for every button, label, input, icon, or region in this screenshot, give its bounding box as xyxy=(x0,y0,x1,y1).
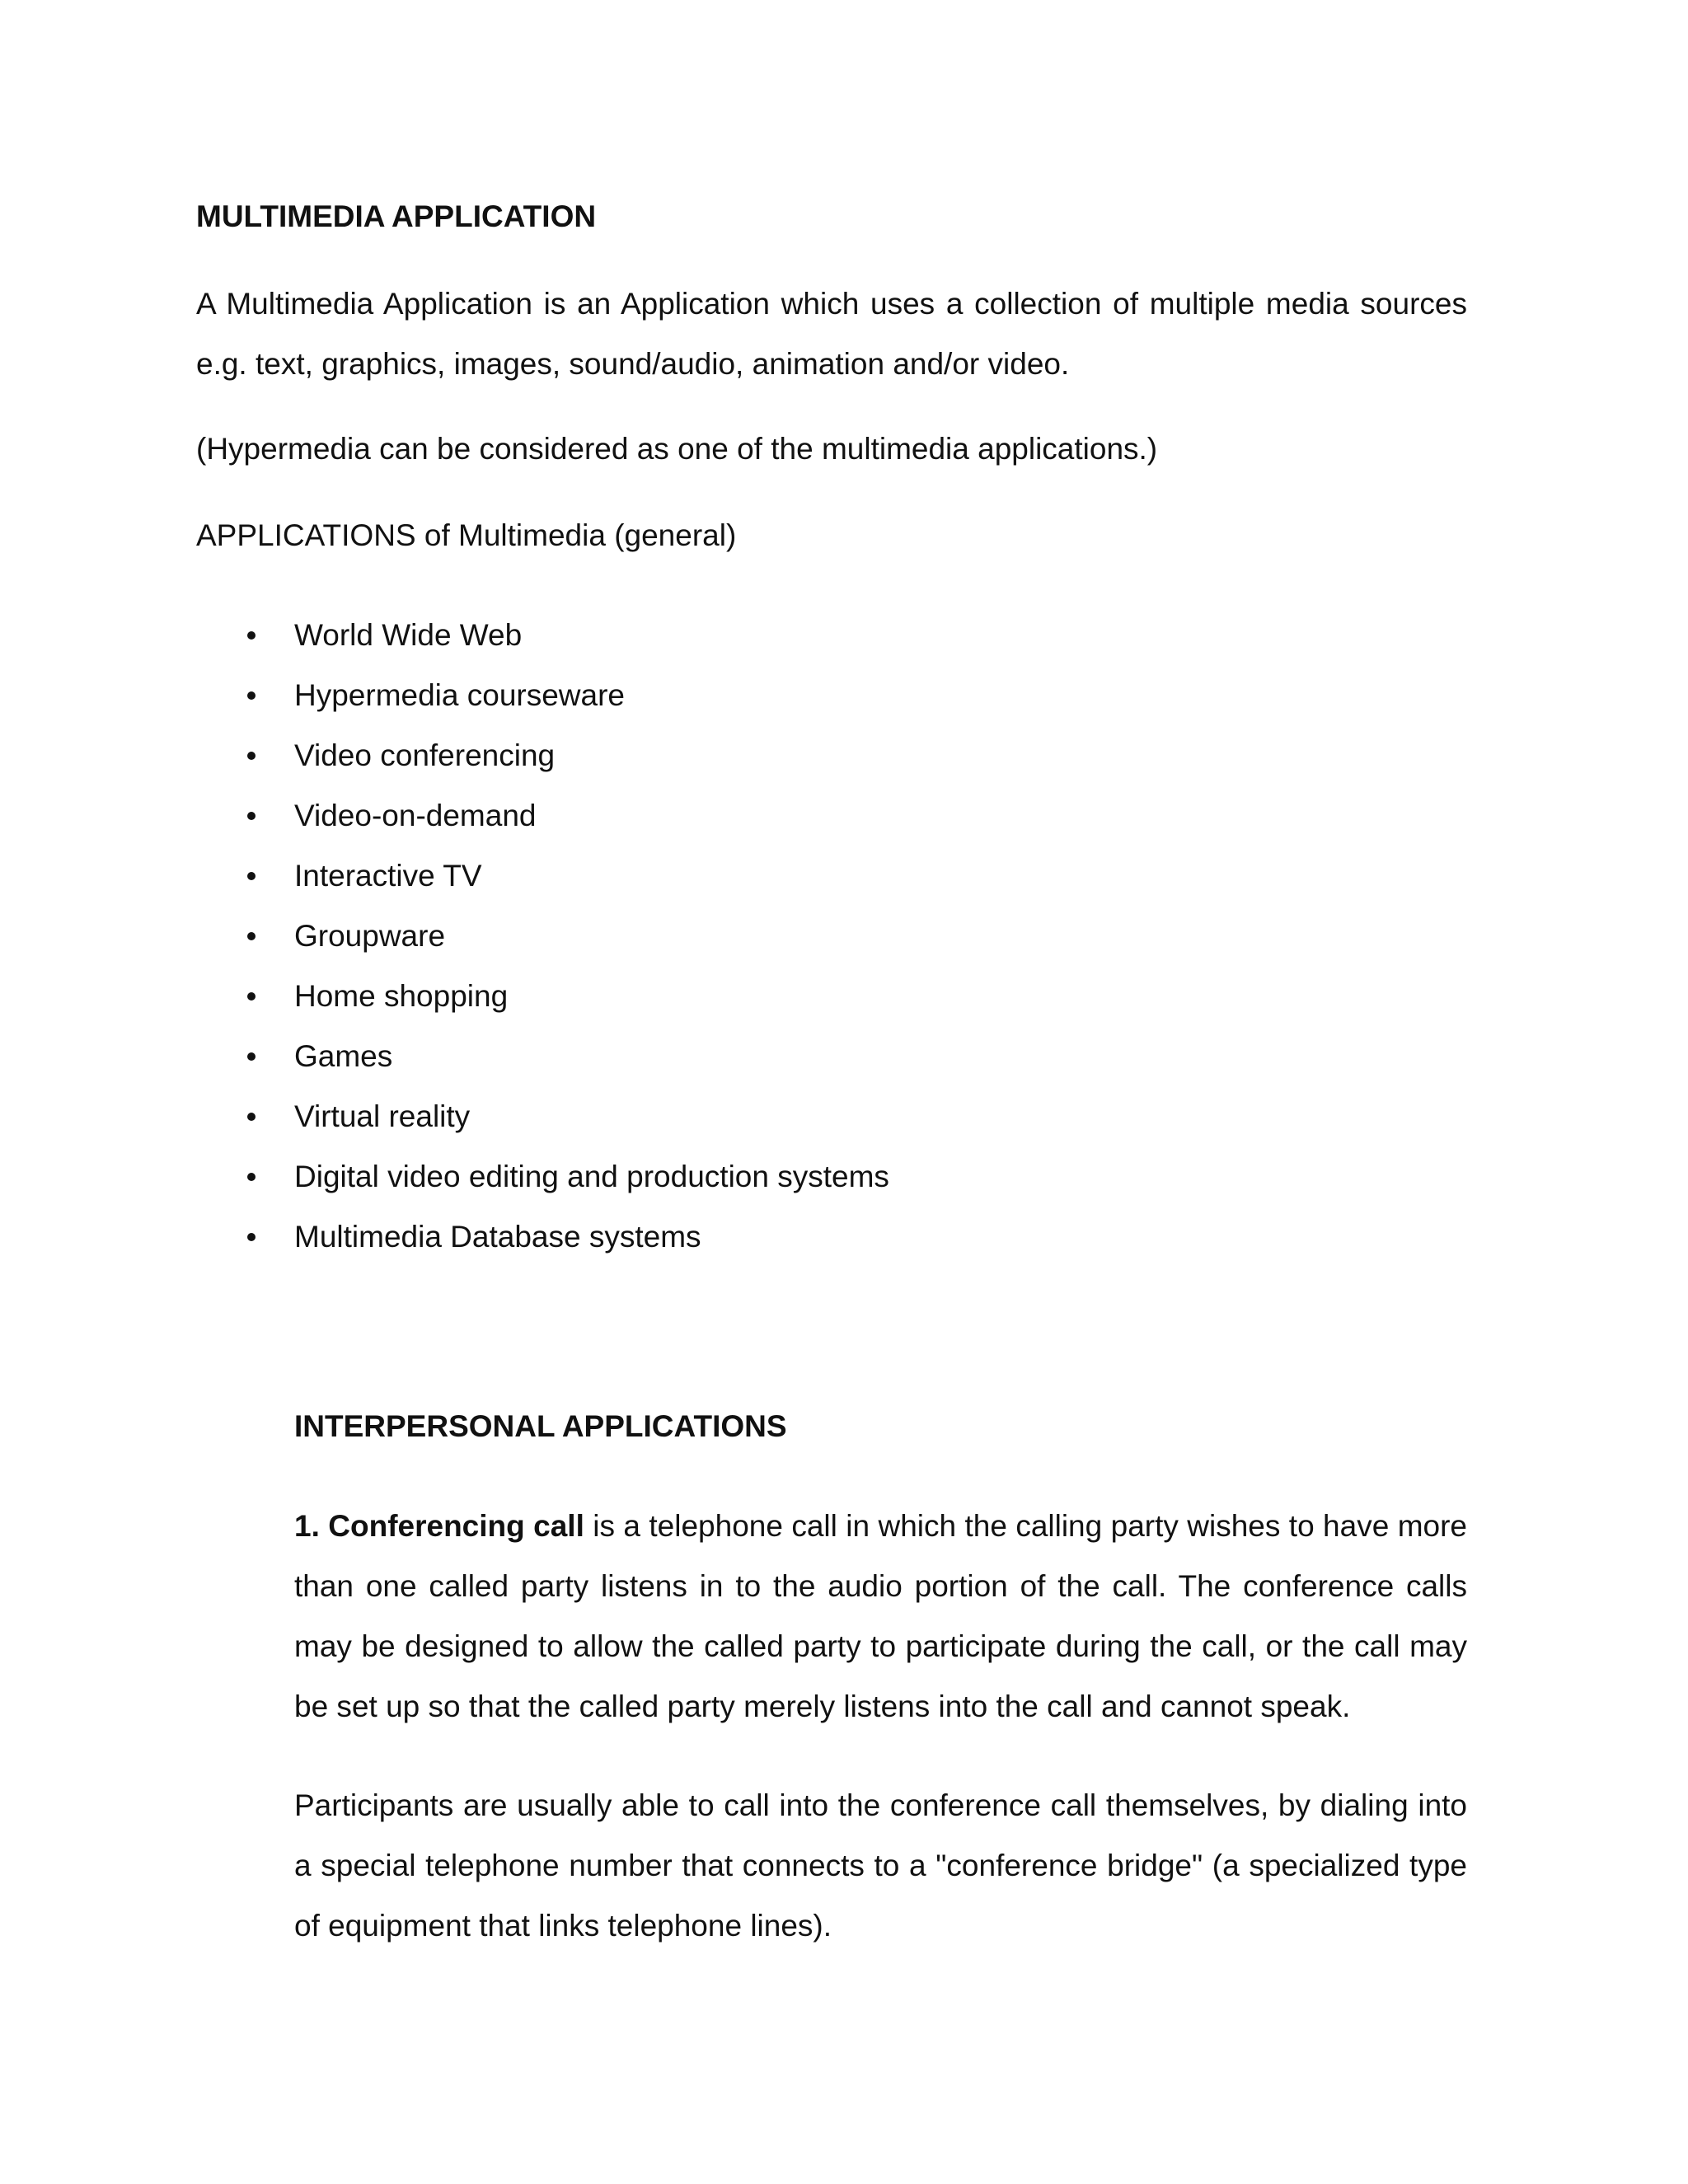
list-item xyxy=(241,665,889,725)
bullet-icon xyxy=(247,752,256,760)
list-item-label: Home shopping xyxy=(294,979,509,1013)
list-item xyxy=(241,966,889,1026)
bullet-icon xyxy=(247,932,256,940)
list-item xyxy=(241,1026,889,1086)
participants-paragraph: Participants are usually able to call into the conference call themselves, by dialing into a special telephone number that connects to a "conference bridge" (a specialized type of equipment that links telephone lines). xyxy=(294,1788,1467,1943)
list-item-label: Groupware xyxy=(294,919,446,953)
list-item-label: Video conferencing xyxy=(294,738,556,772)
applications-list xyxy=(241,605,889,1267)
bullet-icon xyxy=(247,631,256,640)
list-item-label: Games xyxy=(294,1039,393,1073)
list-item xyxy=(241,1086,889,1146)
list-item xyxy=(241,785,889,846)
list-item xyxy=(241,605,889,665)
list-item-label: Video-on-demand xyxy=(294,799,537,832)
list-item-label: Interactive TV xyxy=(294,859,482,893)
list-item xyxy=(241,725,889,785)
list-item-label: Multimedia Database systems xyxy=(294,1220,701,1254)
list-item xyxy=(241,906,889,966)
conferencing-term: 1. Conferencing call xyxy=(294,1509,584,1543)
bullet-icon xyxy=(247,992,256,1001)
applications-heading: APPLICATIONS of Multimedia (general) xyxy=(196,518,737,552)
list-item-label: Hypermedia courseware xyxy=(294,678,626,712)
bullet-icon xyxy=(247,812,256,820)
bullet-icon xyxy=(247,1173,256,1181)
intro-paragraph: A Multimedia Application is an Application which uses a collection of multiple media sources e.g. text, graphics, images, sound/audio, animation and/or video. xyxy=(196,287,1467,381)
list-item-label: Virtual reality xyxy=(294,1099,471,1133)
section-heading-interpersonal: INTERPERSONAL APPLICATIONS xyxy=(294,1409,787,1443)
bullet-icon xyxy=(247,872,256,880)
list-item xyxy=(241,846,889,906)
list-item xyxy=(241,1146,889,1207)
bullet-icon xyxy=(247,1113,256,1121)
list-item-label: World Wide Web xyxy=(294,618,523,652)
bullet-icon xyxy=(247,691,256,700)
bullet-icon xyxy=(247,1233,256,1241)
list-item xyxy=(241,1207,889,1267)
hypermedia-note: (Hypermedia can be considered as one of the multimedia applications.) xyxy=(196,432,1158,466)
conferencing-text: is a telephone call in which the calling party wishes to have more than one called party listens in to the audio portion of the call. The conference calls may be designed to allow the called party to participate during the call, or the call may be set up so that the called party merely listens into the call and cannot speak. xyxy=(294,1509,1467,1723)
page-title: MULTIMEDIA APPLICATION xyxy=(196,199,597,233)
conferencing-paragraph xyxy=(294,1496,1467,1736)
list-item-label: Digital video editing and production systems xyxy=(294,1160,889,1193)
bullet-icon xyxy=(247,1052,256,1061)
